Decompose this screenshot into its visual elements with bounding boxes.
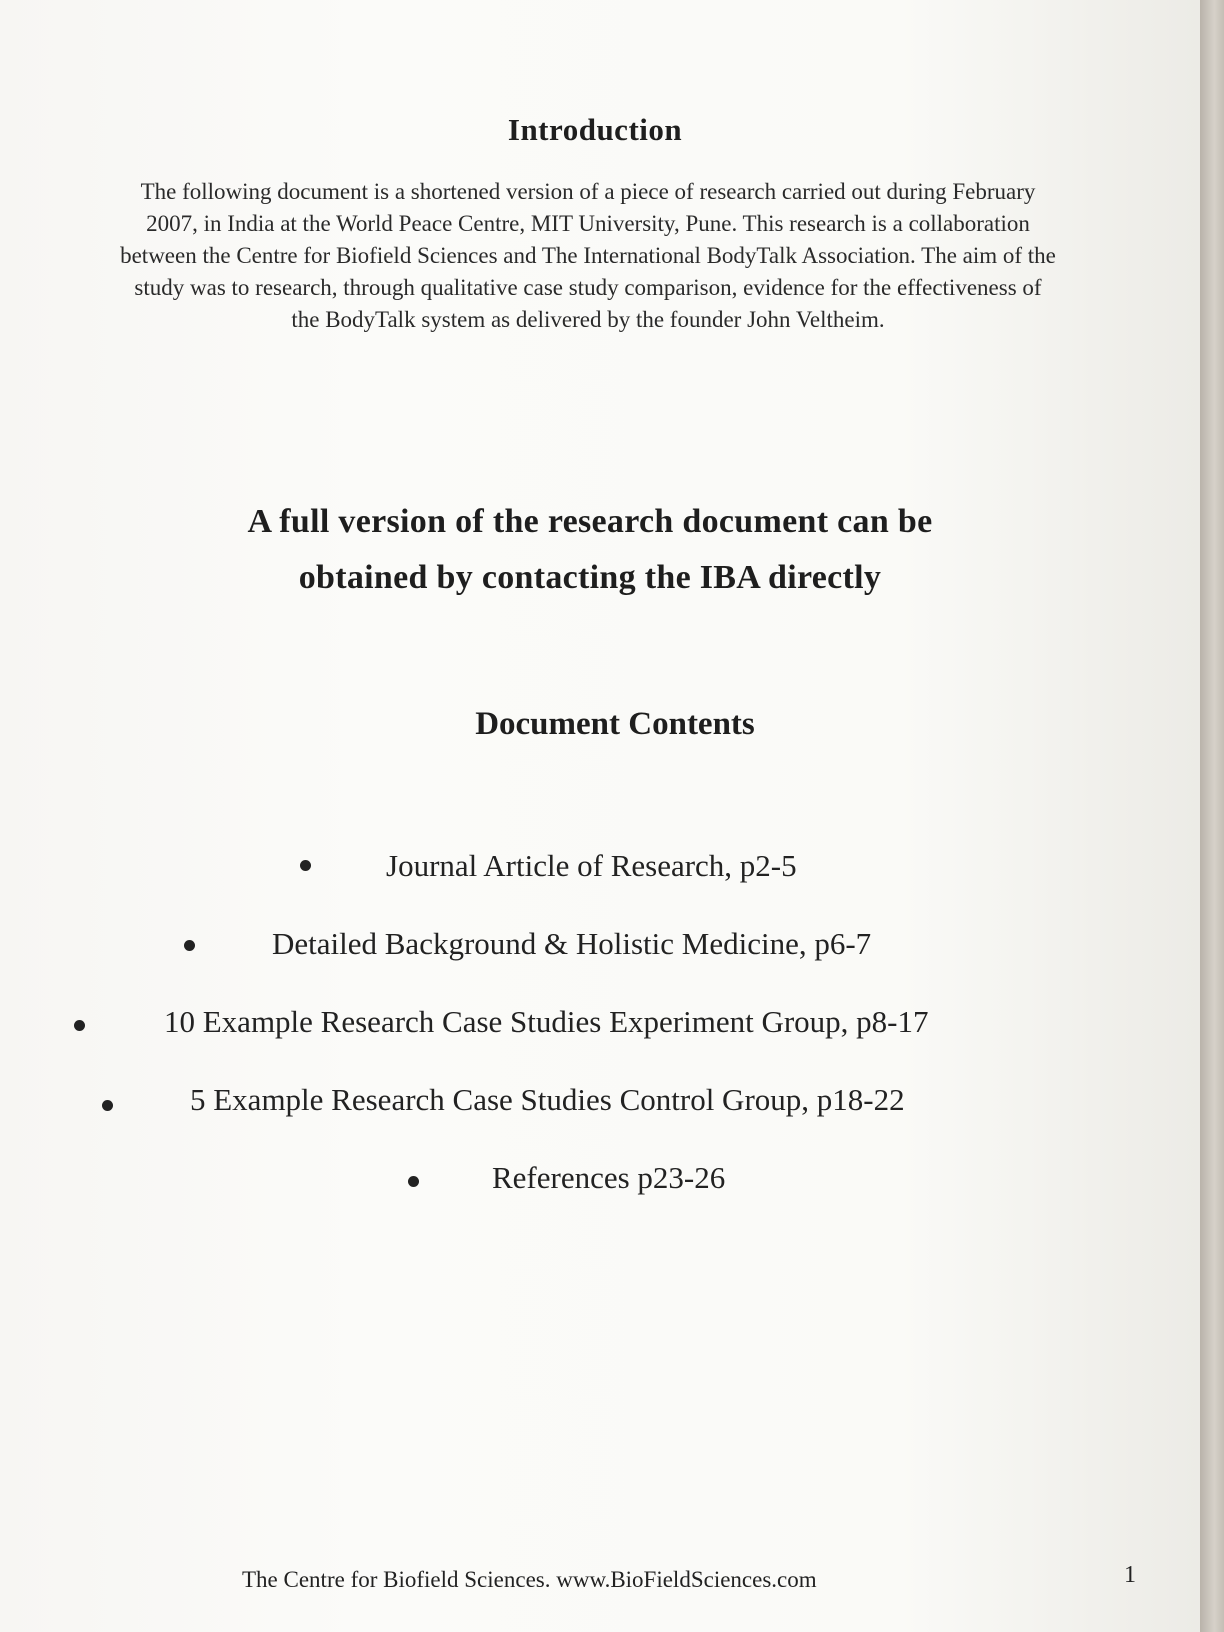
page-edge — [1200, 0, 1224, 1632]
full-version-notice — [130, 494, 1050, 606]
contents-item: Detailed Background & Holistic Medicine, p6-7 — [272, 926, 872, 961]
contents-item: 5 Example Research Case Studies Control Group, p18-22 — [190, 1082, 905, 1117]
footer-text: The Centre for Biofield Sciences. www.BioFieldSciences.com — [242, 1567, 817, 1592]
bullet-icon — [184, 940, 195, 951]
bullet-icon — [74, 1020, 85, 1031]
bullet-icon — [300, 860, 311, 871]
bullet-icon — [408, 1176, 419, 1187]
contents-item: References p23-26 — [492, 1160, 726, 1195]
notice-line-2: obtained by contacting the IBA directly — [298, 559, 882, 596]
page-number: 1 — [1124, 1562, 1136, 1588]
contents-item: Journal Article of Research, p2-5 — [386, 848, 797, 883]
introduction-heading: Introduction — [507, 112, 683, 147]
contents-heading: Document Contents — [475, 706, 755, 742]
introduction-paragraph: The following document is a shortened version of a piece of research carried out during February 2007, in India at the World Peace Centre, MIT University, Pune. This research is a collaboration between the Centre for Biofield Sciences and The International BodyTalk Association. The aim of the study was to research, through qualitative case study comparison, evidence for the effectiveness of the BodyTalk system as delivered by the founder John Veltheim. — [120, 179, 1056, 332]
notice-line-1: A full version of the research document can be — [247, 503, 933, 540]
contents-item: 10 Example Research Case Studies Experiment Group, p8-17 — [164, 1004, 929, 1039]
bullet-icon — [102, 1100, 113, 1111]
